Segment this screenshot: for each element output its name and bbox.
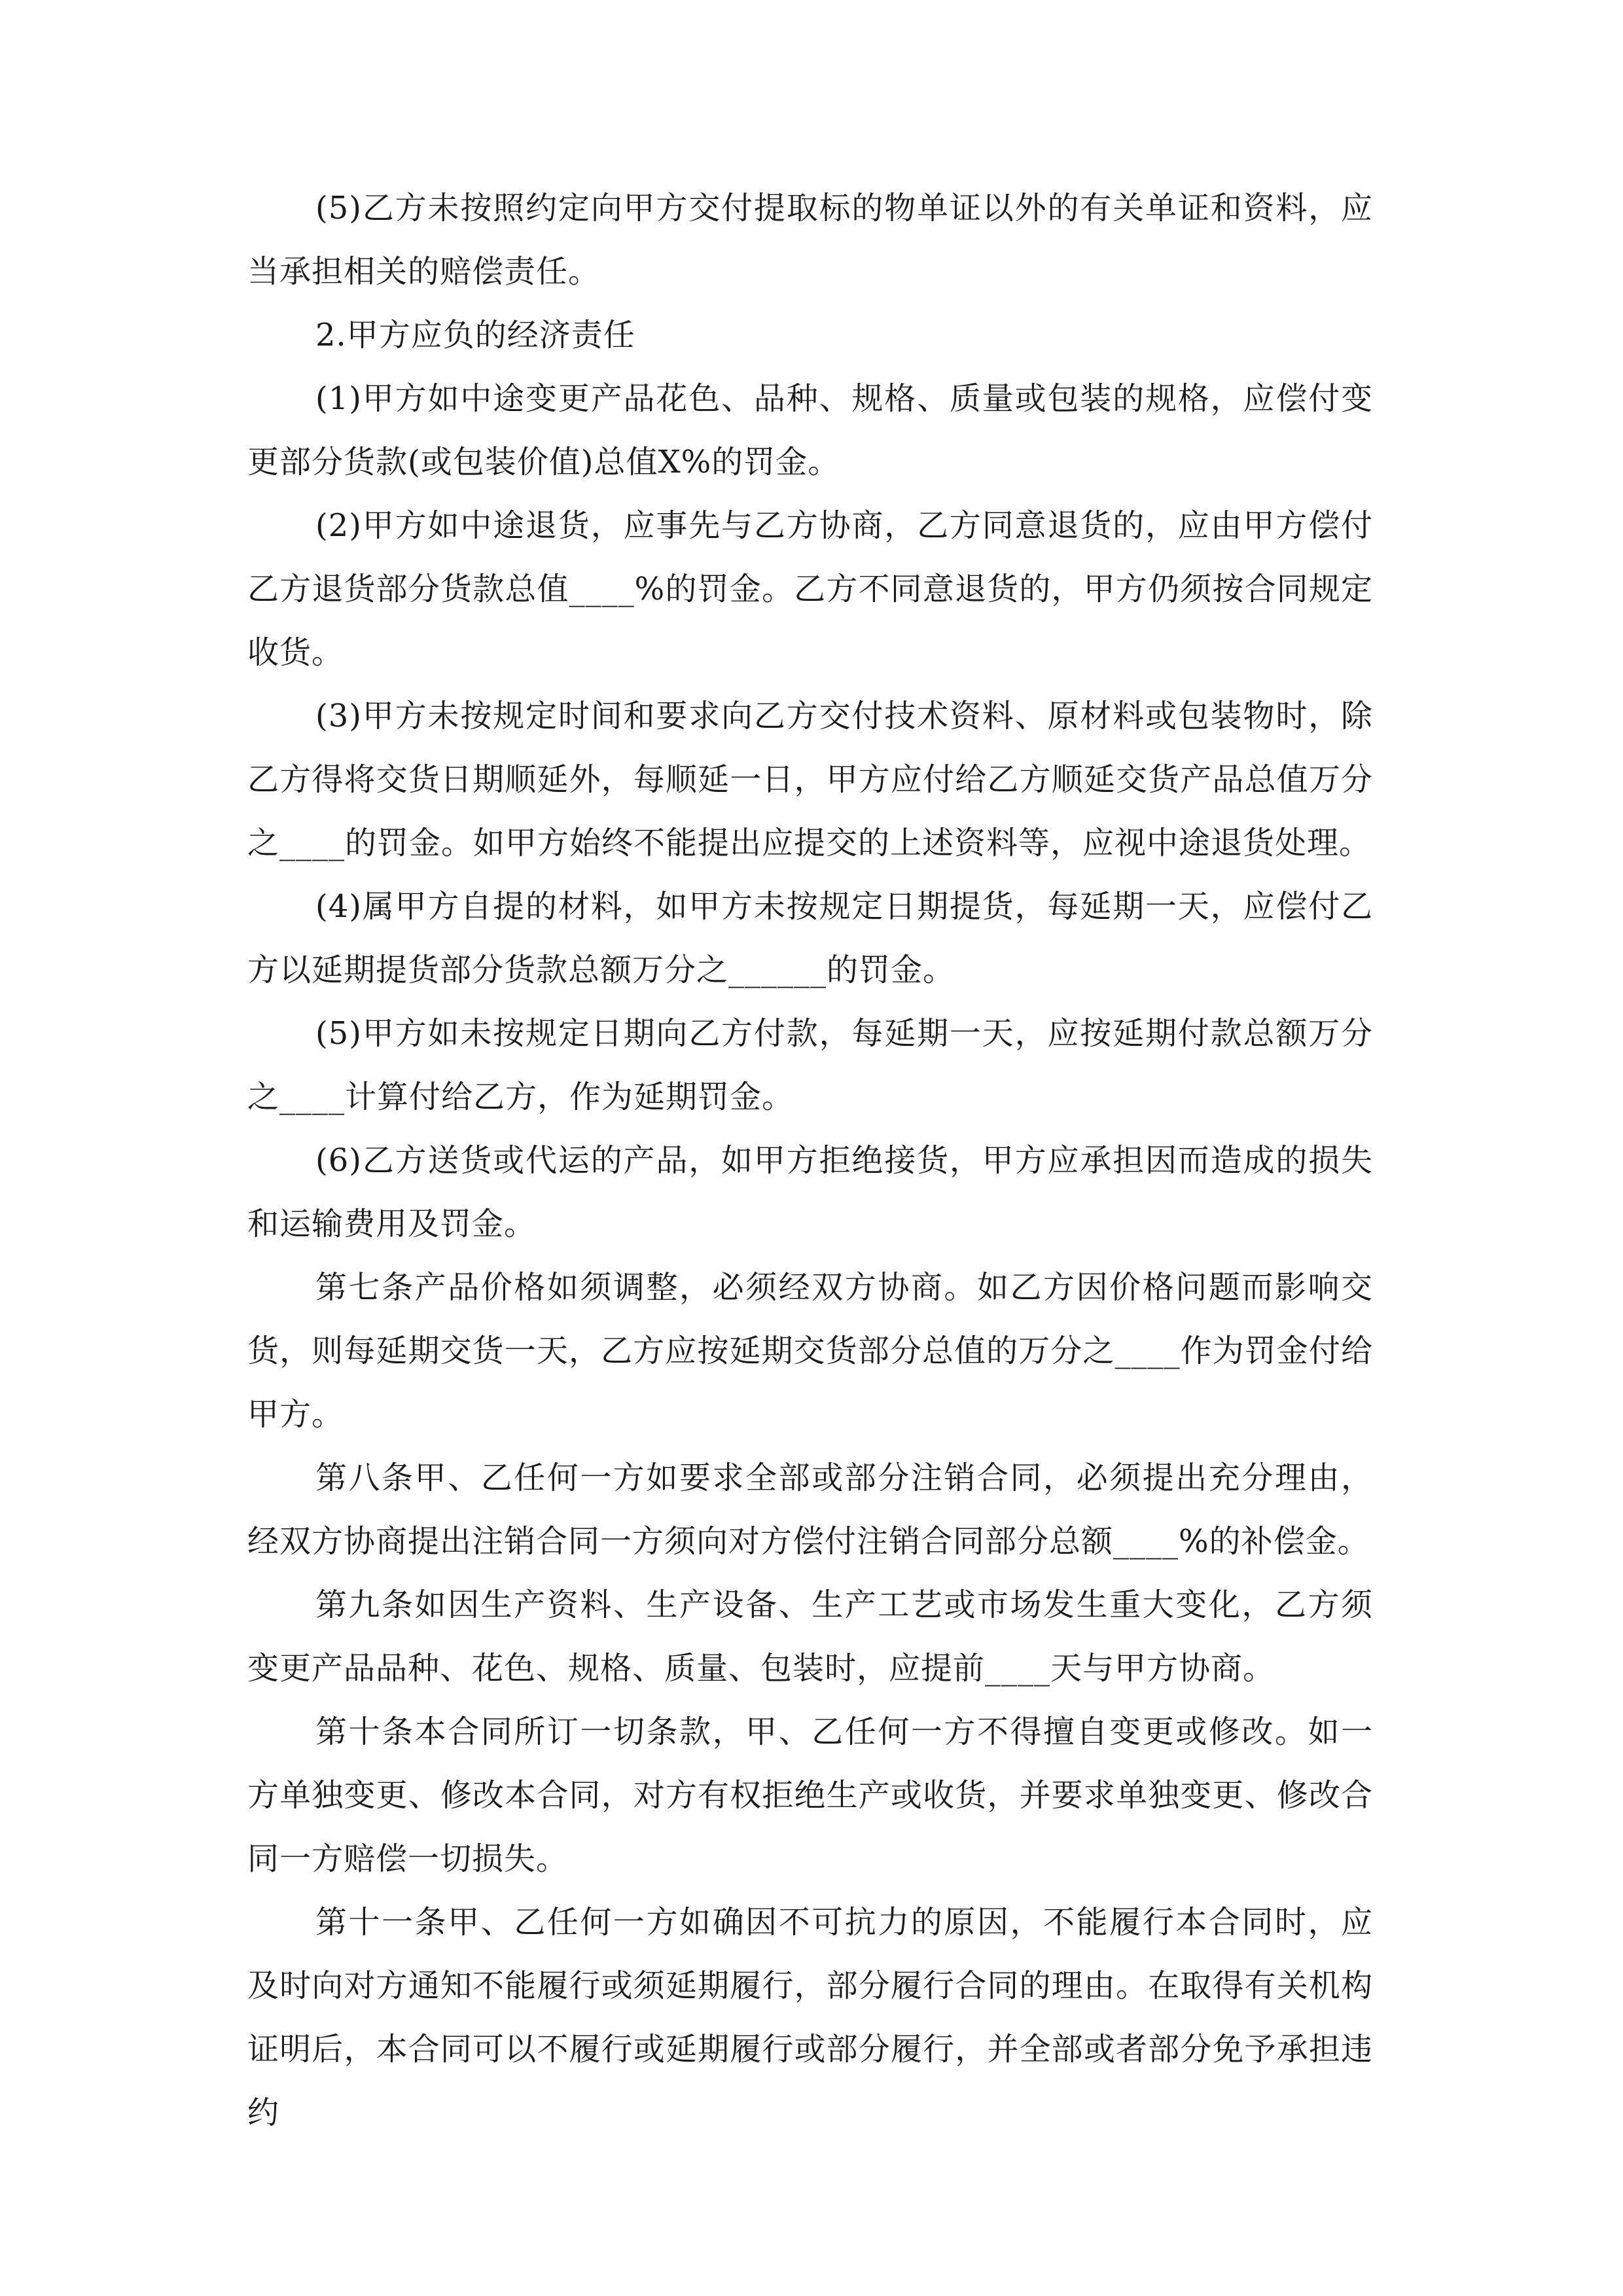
paragraph-item-5-seller-documents: (5)乙方未按照约定向甲方交付提取标的物单证以外的有关单证和资料，应当承担相关的赔偿责任。 (247, 190, 1373, 290)
document-body (247, 177, 1373, 2145)
paragraph-item-6-refuse-delivery: (6)乙方送货或代运的产品，如甲方拒绝接货，甲方应承担因而造成的损失和运输费用及罚金。 (247, 1142, 1373, 1242)
paragraph-article-7-price-adjustment: 第七条产品价格如须调整，必须经双方协商。如乙方因价格问题而影响交货，则每延期交货一天，乙方应按延期交货部分总值的万分之____作为罚金付给甲方。 (247, 1269, 1373, 1433)
paragraph-article-11-force-majeure: 第十一条甲、乙任何一方如确因不可抗力的原因，不能履行本合同时，应及时向对方通知不能履行或须延期履行，部分履行合同的理由。在取得有关机构证明后，本合同可以不履行或延期履行或部分履行，并全部或者部分免予承担违约 (247, 1904, 1373, 2131)
paragraph-article-8-cancellation: 第八条甲、乙任何一方如要求全部或部分注销合同，必须提出充分理由，经双方协商提出注销合同一方须向对方偿付注销合同部分总额____%的补偿金。 (247, 1460, 1373, 1560)
paragraph-item-1-change-spec: (1)甲方如中途变更产品花色、品种、规格、质量或包装的规格，应偿付变更部分货款(或包装价值)总值X%的罚金。 (247, 380, 1373, 480)
paragraph-article-9-production-change: 第九条如因生产资料、生产设备、生产工艺或市场发生重大变化，乙方须变更产品品种、花色、规格、质量、包装时，应提前____天与甲方协商。 (247, 1587, 1373, 1687)
paragraph-item-3-late-materials: (3)甲方未按规定时间和要求向乙方交付技术资料、原材料或包装物时，除乙方得将交货日期顺延外，每顺延一日，甲方应付给乙方顺延交货产品总值万分之____的罚金。如甲方始终不能提出应提交的上述资料等，应视中途退货处理。 (247, 698, 1373, 861)
paragraph-article-10-modification: 第十条本合同所订一切条款，甲、乙任何一方不得擅自变更或修改。如一方单独变更、修改本合同，对方有权拒绝生产或收货，并要求单独变更、修改合同一方赔偿一切损失。 (247, 1713, 1373, 1877)
section-heading-buyer-liability: 2.甲方应负的经济责任 (315, 317, 635, 353)
paragraph-item-2-return-goods: (2)甲方如中途退货，应事先与乙方协商，乙方同意退货的，应由甲方偿付乙方退货部分货款总值____%的罚金。乙方不同意退货的，甲方仍须按合同规定收货。 (247, 507, 1373, 671)
paragraph-item-5-late-payment: (5)甲方如未按规定日期向乙方付款，每延期一天，应按延期付款总额万分之____计算付给乙方，作为延期罚金。 (247, 1015, 1373, 1115)
paragraph-item-4-late-pickup: (4)属甲方自提的材料，如甲方未按规定日期提货，每延期一天，应偿付乙方以延期提货部分货款总额万分之______的罚金。 (247, 888, 1373, 988)
